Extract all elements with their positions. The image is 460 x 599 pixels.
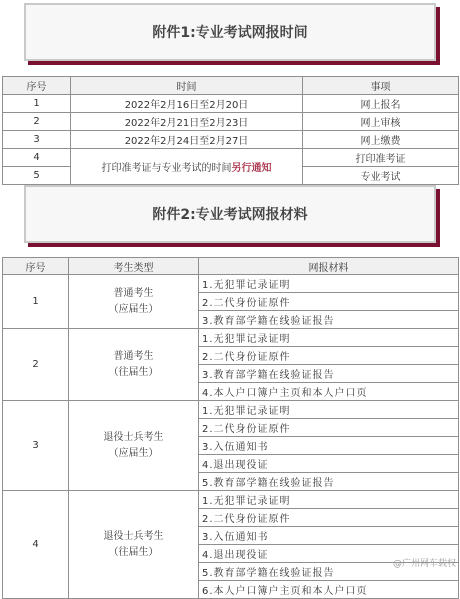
material-item: 4.本人户口簿户主页和本人户口页 <box>199 383 459 401</box>
group-subtype: （往届生） <box>108 546 159 558</box>
header-no: 序号 <box>3 77 71 95</box>
group-no: 3 <box>3 401 69 491</box>
section2-title-banner <box>24 185 436 243</box>
material-item: 1.无犯罪记录证明 <box>199 275 459 293</box>
schedule-header-row <box>3 77 459 95</box>
header-type: 考生类型 <box>69 258 199 275</box>
group-type-cell <box>69 401 199 491</box>
watermark-text: @广州网车载权 <box>392 559 456 569</box>
table-row <box>3 95 459 113</box>
row-time: 2022年2月21日至2月23日 <box>71 113 303 131</box>
material-item: 3.入伍通知书 <box>199 437 459 455</box>
material-item: 3.入伍通知书 <box>199 527 459 545</box>
material-item: 5.教育部学籍在线验证报告 <box>199 563 459 581</box>
header-no: 序号 <box>3 258 69 275</box>
material-item: 2.二代身份证原件 <box>199 347 459 365</box>
group-no: 2 <box>3 329 69 401</box>
row-no: 4 <box>3 149 71 167</box>
material-item: 1.无犯罪记录证明 <box>199 491 459 509</box>
materials-table <box>2 257 459 599</box>
header-materials: 网报材料 <box>199 258 459 275</box>
material-item: 4.退出现役证 <box>199 455 459 473</box>
group-subtype: （应届生） <box>108 303 159 315</box>
material-item: 1.无犯罪记录证明 <box>199 401 459 419</box>
material-item: 2.二代身份证原件 <box>199 509 459 527</box>
row-item: 网上审核 <box>303 113 459 131</box>
material-item: 6.本人户口簿户主页和本人户口页 <box>199 581 459 599</box>
group-type: 普通考生 <box>113 287 154 299</box>
table-row <box>3 275 459 293</box>
table-row <box>3 491 459 509</box>
table-row <box>3 131 459 149</box>
material-item: 2.二代身份证原件 <box>199 293 459 311</box>
row-time: 2022年2月16日至2月20日 <box>71 95 303 113</box>
header-time: 时间 <box>71 77 303 95</box>
group-subtype: （应届生） <box>108 447 159 459</box>
row-item: 网上缴费 <box>303 131 459 149</box>
group-type: 退役士兵考生 <box>103 431 164 443</box>
group-type-cell <box>69 329 199 401</box>
row-no: 3 <box>3 131 71 149</box>
merged-time-highlight: 另行通知 <box>231 163 272 174</box>
group-type-cell <box>69 491 199 599</box>
header-item: 事项 <box>303 77 459 95</box>
table-row <box>3 149 459 167</box>
table-row <box>3 113 459 131</box>
material-item: 3.教育部学籍在线验证报告 <box>199 365 459 383</box>
row-no: 1 <box>3 95 71 113</box>
material-item: 2.二代身份证原件 <box>199 419 459 437</box>
merged-time-text: 打印准考证与专业考试的时间 <box>101 163 232 174</box>
merged-time-cell <box>71 149 303 185</box>
material-item: 4.退出现役证 <box>199 545 459 563</box>
group-type: 普通考生 <box>113 350 154 362</box>
group-type: 退役士兵考生 <box>103 530 164 542</box>
section2-title: 附件2:专业考试网报材料 <box>152 207 308 223</box>
materials-header-row <box>3 258 459 275</box>
group-no: 1 <box>3 275 69 329</box>
row-item: 网上报名 <box>303 95 459 113</box>
group-type-cell <box>69 275 199 329</box>
schedule-table <box>2 76 459 185</box>
table-row <box>3 401 459 419</box>
material-item: 1.无犯罪记录证明 <box>199 329 459 347</box>
row-no: 5 <box>3 167 71 185</box>
material-item: 3.教育部学籍在线验证报告 <box>199 311 459 329</box>
material-item: 5.教育部学籍在线验证报告 <box>199 473 459 491</box>
row-time: 2022年2月24日至2月27日 <box>71 131 303 149</box>
section1-title: 附件1:专业考试网报时间 <box>152 25 308 41</box>
row-item: 专业考试 <box>303 167 459 185</box>
group-subtype: （往届生） <box>108 366 159 378</box>
row-item: 打印准考证 <box>303 149 459 167</box>
table-row <box>3 329 459 347</box>
section1-title-banner <box>24 3 436 61</box>
row-no: 2 <box>3 113 71 131</box>
group-no: 4 <box>3 491 69 599</box>
